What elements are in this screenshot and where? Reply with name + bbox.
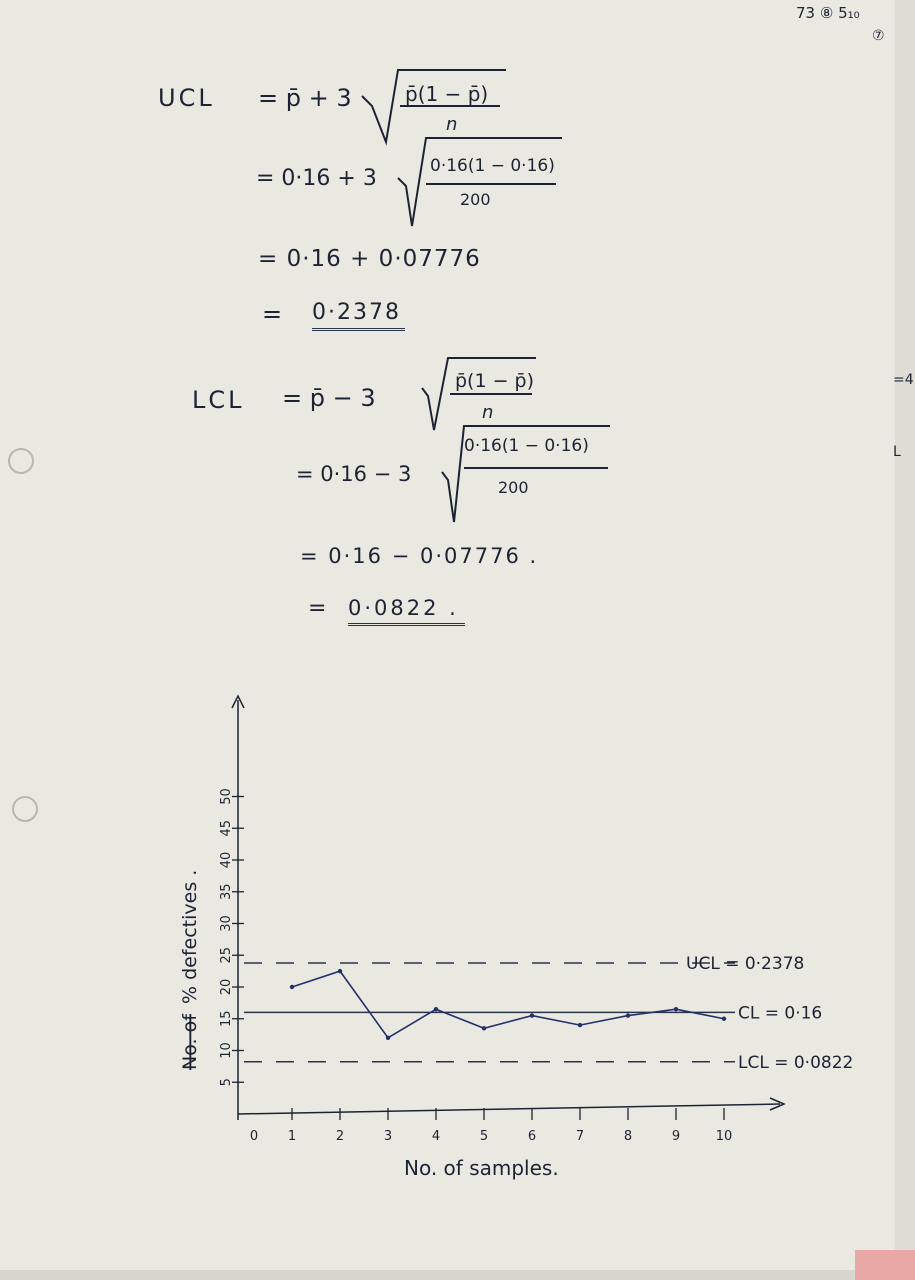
lcl-step2: = 0·16 − 0·07776 . [300, 544, 539, 568]
y-tick-label: 50 [219, 788, 234, 805]
y-axis-label-struck: No. of [179, 1014, 201, 1070]
lcl-result: 0·0822 . [348, 596, 465, 626]
ucl-radicand-numerator: p̄(1 − p̄) [405, 82, 489, 106]
y-tick-label: 15 [219, 1010, 234, 1028]
lcl-formula: = p̄ − 3 [282, 384, 376, 412]
data-point [482, 1026, 486, 1030]
ucl-result-equals: = [262, 300, 283, 328]
ucl-step1: = 0·16 + 3 [256, 166, 377, 191]
y-axis-label: % defectives . [179, 869, 201, 1004]
data-point [530, 1013, 534, 1017]
lcl-step1: = 0·16 − 3 [296, 462, 412, 486]
data-point [626, 1013, 630, 1017]
ucl-label: UCL [158, 84, 215, 112]
lcl-step1-numerator: 0·16(1 − 0·16) [464, 436, 589, 456]
x-tick-label: 9 [671, 1129, 681, 1144]
page-edge [895, 0, 915, 1280]
ucl-formula: = p̄ + 3 [258, 84, 352, 112]
data-point [722, 1017, 726, 1021]
lcl-radicand-denominator: n [482, 402, 494, 423]
y-tick-label: 5 [219, 1078, 234, 1087]
y-tick-label: 20 [219, 978, 234, 996]
data-point [290, 985, 294, 989]
margin-mark-b: L [893, 444, 901, 460]
corner-note-sub: ⑦ [872, 28, 885, 44]
data-point [386, 1036, 390, 1040]
data-point [338, 969, 342, 973]
ucl-radicand-denominator: n [446, 114, 458, 135]
lcl-label: LCL [192, 386, 245, 414]
margin-mark-a: =4 [893, 372, 914, 388]
lcl-result-equals: = [308, 596, 327, 621]
x-tick-label: 10 [715, 1129, 733, 1144]
x-tick-label: 7 [575, 1129, 585, 1144]
y-tick-label: 35 [219, 883, 234, 901]
lcl-radicand-numerator: p̄(1 − p̄) [455, 370, 535, 392]
corner-note: 73 ⑧ 5₁₀ [796, 4, 860, 22]
defectives-series-line [292, 971, 724, 1038]
ucl-step1-denominator: 200 [460, 190, 491, 209]
cl-line-label: CL = 0·16 [738, 1003, 823, 1024]
x-tick-label: 4 [431, 1129, 441, 1144]
x-tick-label: 8 [623, 1129, 633, 1144]
x-tick-label: 3 [383, 1129, 393, 1144]
ucl-step2: = 0·16 + 0·07776 [258, 246, 481, 272]
ucl-line-label: UCL = 0·2378 [686, 953, 805, 974]
x-tick-label: 1 [287, 1129, 297, 1144]
x-tick-label: 5 [479, 1129, 489, 1144]
lcl-line-label: LCL = 0·0822 [738, 1052, 854, 1073]
data-point [578, 1023, 582, 1027]
ucl-step1-numerator: 0·16(1 − 0·16) [430, 156, 555, 176]
ucl-result: 0·2378 [312, 300, 405, 331]
data-point [674, 1007, 678, 1011]
lcl-step1-denominator: 200 [498, 478, 529, 497]
x-tick-label: 2 [335, 1129, 345, 1144]
y-tick-label: 25 [219, 946, 234, 964]
x-tick-label: 0 [249, 1129, 259, 1144]
y-tick-label: 30 [219, 915, 234, 932]
x-axis-label: No. of samples. [404, 1156, 559, 1180]
y-tick-label: 10 [219, 1042, 234, 1059]
y-tick-label: 40 [219, 851, 234, 869]
data-point [434, 1007, 438, 1011]
y-tick-label: 45 [219, 819, 234, 837]
x-tick-label: 6 [527, 1129, 537, 1144]
x-axis [238, 1104, 780, 1114]
